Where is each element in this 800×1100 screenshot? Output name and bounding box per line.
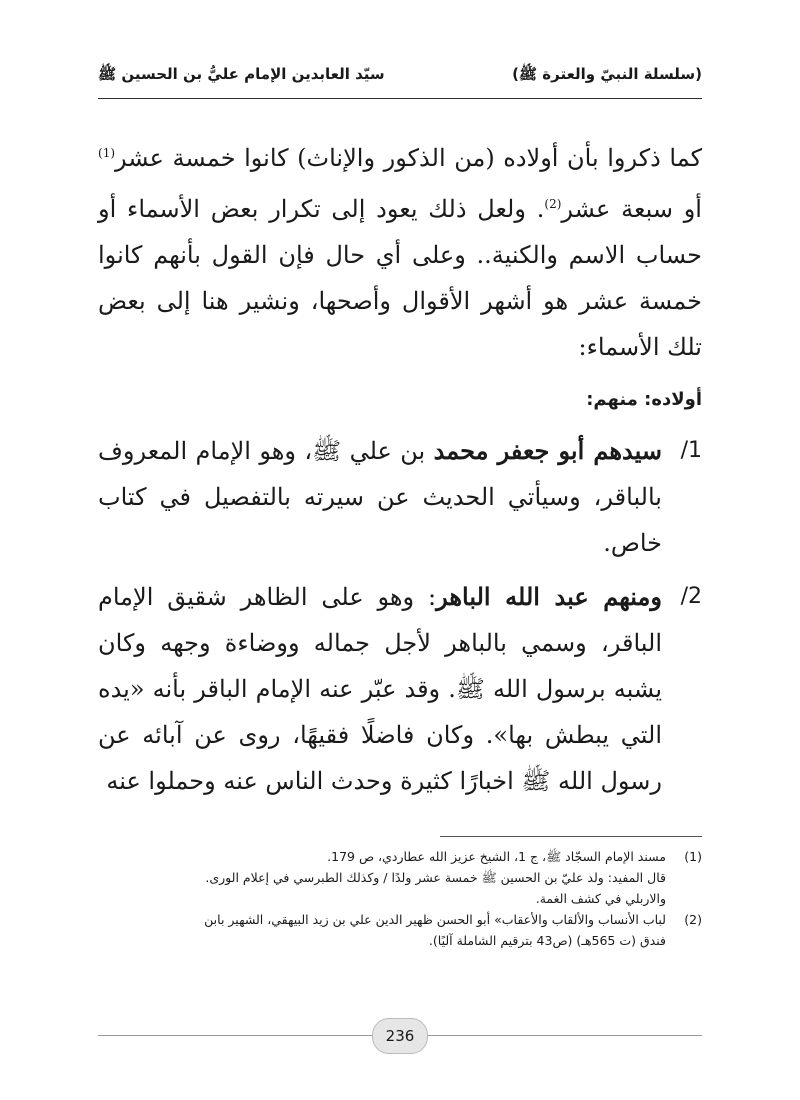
footnote-line: والاربلي في كشف الغمة. — [535, 891, 666, 906]
list-item-description: : وهو على الظاهر شقيق الإمام الباقر، وسمي بالباهر لأجل جماله ووضاءة وجهه وكان يشبه برسول الله ﷺ. وقد عبّر عنه الإمام الباقر بأنه «يده التي يبطش بها». وكان فاضلًا فقيهًا، روى عن آبائه عن رسول الله ﷺ اخبارًا كثيرة وحدث الناس عنه وحملوا عنه — [98, 583, 662, 795]
footnote-number: (1) — [684, 849, 702, 864]
footnote — [98, 846, 702, 909]
footnote-ref-2: (2) — [544, 197, 562, 211]
footnote-divider — [440, 836, 702, 837]
list-item-text — [98, 428, 662, 566]
list-item — [98, 428, 702, 566]
footnote-line: قال المفيد: ولد عليّ بن الحسين ﷺ خمسة عشر ولدًا / وكذلك الطبرسي في إعلام الورى. — [205, 870, 666, 885]
list-item-name: ومنهم عبد الله الباهر — [436, 582, 662, 611]
header-divider — [98, 98, 702, 99]
list-item-number: 2/ — [680, 584, 702, 609]
header-book-title: سيّد العابدين الإمام عليُّ بن الحسين ﷺ — [98, 65, 385, 83]
footnotes — [98, 846, 702, 951]
list-item-description: بن علي ﷺ، وهو الإمام المعروف بالباقر، وسيأتي الحديث عن سيرته بالتفصيل في كتاب خاص. — [98, 437, 662, 557]
page-footer — [98, 1018, 702, 1054]
footnote-text — [98, 846, 666, 909]
footnote-line: مسند الإمام السجّاد ﷺ، ج 1، الشيخ عزيز الله عطاردي، ص 179. — [327, 849, 666, 864]
footnote-number: (2) — [684, 912, 702, 927]
running-header — [98, 56, 702, 96]
list-item-name: سيدهم أبو جعفر محمد — [433, 436, 662, 465]
footnote-line: لباب الأنساب والألقاب والأعقاب» أبو الحسن ظهير الدين علي بن زيد البيهقي، الشهير بابن — [204, 912, 666, 927]
header-series-title: (سلسلة النبيّ والعترة ﷺ) — [512, 65, 702, 83]
intro-text-2: أو سبعة عشر — [561, 195, 702, 223]
footnote-ref-1: (1) — [98, 146, 116, 160]
list-item-text — [98, 574, 662, 804]
section-heading: أولاده: منهم: — [586, 389, 702, 410]
intro-text-1: كما ذكروا بأن أولاده (من الذكور والإناث) كانوا خمسة عشر — [115, 144, 702, 172]
footnote-text — [98, 909, 666, 951]
intro-text-3: . ولعل ذلك يعود إلى تكرار بعض الأسماء أو حساب الاسم والكنية.. وعلى أي حال فإن القول بأنهم كانوا خمسة عشر هو أشهر الأقوال وأصحها، ونشير هنا إلى بعض تلك الأسماء: — [98, 195, 702, 361]
list-item — [98, 574, 702, 804]
list-item-number: 1/ — [680, 438, 702, 463]
page-number: 236 — [372, 1018, 428, 1054]
main-text — [98, 130, 702, 812]
footnote-line: فندق (ت 565هـ) (ص43 بترقيم الشاملة آليًا). — [428, 933, 666, 948]
footnote — [98, 909, 702, 951]
intro-paragraph — [98, 130, 702, 370]
